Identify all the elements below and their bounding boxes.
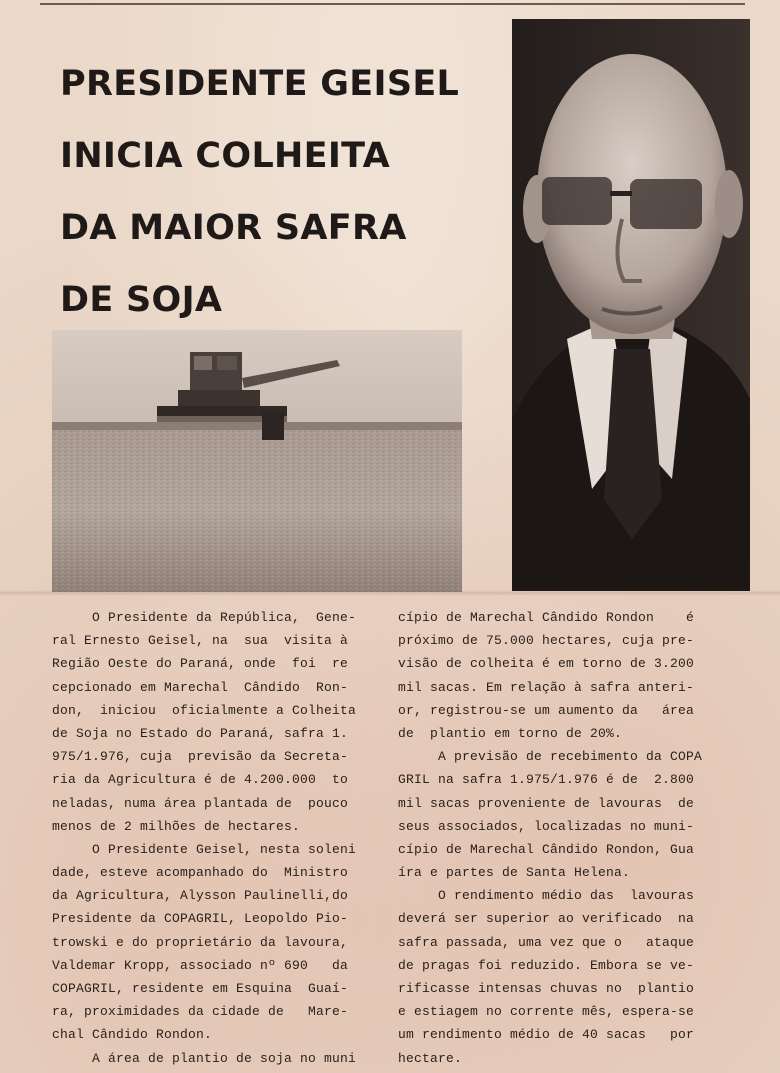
portrait-photo — [512, 19, 750, 591]
text-line: don, iniciou oficialmente a Colheita — [52, 702, 357, 718]
text-line: de plantio em torno de 20%. — [398, 725, 623, 741]
text-line: safra passada, uma vez que o ataque — [398, 934, 695, 950]
text-line: trowski e do proprietário da lavoura, — [52, 934, 349, 950]
headline — [60, 48, 500, 336]
text-line: íra e partes de Santa Helena. — [398, 865, 631, 881]
top-rule — [40, 3, 745, 5]
text-line: O rendimento médio das lavouras — [398, 888, 695, 904]
text-line: 975/1.976, cuja previsão da Secreta- — [52, 749, 349, 765]
text-line: de Soja no Estado do Paraná, safra 1. — [52, 725, 349, 741]
text-line: ria da Agricultura é de 4.200.000 to — [52, 772, 349, 788]
text-line: seus associados, localizadas no muni- — [398, 818, 695, 834]
article-left-column — [52, 606, 392, 1070]
text-line: mil sacas. Em relação à safra anteri- — [398, 679, 695, 695]
text-line: O Presidente Geisel, nesta soleni — [52, 841, 357, 857]
text-line: O Presidente da República, Gene- — [52, 610, 357, 625]
headline-line: DA MAIOR SAFRA — [60, 208, 407, 248]
text-line: neladas, numa área plantada de pouco — [52, 795, 349, 811]
text-line: COPAGRIL, residente em Esquina Guaí- — [52, 981, 349, 996]
text-line: dade, esteve acompanhado do Ministro — [52, 865, 349, 881]
text-line: ra, proximidades da cidade de Mare- — [52, 1004, 349, 1020]
harvester-photo — [52, 330, 462, 592]
text-line: visão de colheita é em torno de 3.200 — [398, 656, 695, 672]
headline-line: PRESIDENTE GEISEL — [60, 64, 460, 104]
text-line: cípio de Marechal Cândido Rondon, Gua — [398, 841, 695, 857]
text-line: um rendimento médio de 40 sacas por — [398, 1027, 695, 1043]
text-line: cepcionado em Marechal Cândido Ron- — [52, 679, 349, 695]
text-line: A previsão de recebimento da COPA — [398, 749, 703, 765]
text-line: e estiagem no corrente mês, espera-se — [398, 1004, 695, 1020]
text-line: deverá ser superior ao verificado na — [398, 911, 695, 927]
headline-line: DE SOJA — [60, 280, 223, 320]
text-line: A área de plantio de soja no muni — [52, 1050, 357, 1066]
text-line: da Agricultura, Alysson Paulinelli,do — [52, 888, 349, 904]
text-line: Valdemar Kropp, associado nº 690 da — [52, 957, 349, 973]
text-line: mil sacas proveniente de lavouras de — [398, 795, 695, 811]
text-line: menos de 2 milhões de hectares. — [52, 818, 301, 834]
text-line: or, registrou-se um aumento da área — [398, 702, 695, 718]
text-line: GRIL na safra 1.975/1.976 é de 2.800 — [398, 772, 695, 788]
text-line: próximo de 75.000 hectares, cuja pre- — [398, 633, 695, 649]
article-right-column — [398, 606, 743, 1070]
paper-fold — [0, 590, 780, 596]
text-line: Presidente da COPAGRIL, Leopoldo Pio- — [52, 911, 349, 927]
text-line: Região Oeste do Paraná, onde foi re — [52, 656, 349, 672]
text-line: cípio de Marechal Cândido Rondon é — [398, 610, 695, 625]
text-line: chal Cândido Rondon. — [52, 1027, 213, 1043]
text-line: rificasse intensas chuvas no plantio — [398, 981, 695, 996]
text-line: ral Ernesto Geisel, na sua visita à — [52, 633, 349, 649]
headline-line: INICIA COLHEITA — [60, 136, 391, 176]
text-line: de pragas foi reduzido. Embora se ve- — [398, 957, 695, 973]
text-line: hectare. — [398, 1050, 463, 1066]
